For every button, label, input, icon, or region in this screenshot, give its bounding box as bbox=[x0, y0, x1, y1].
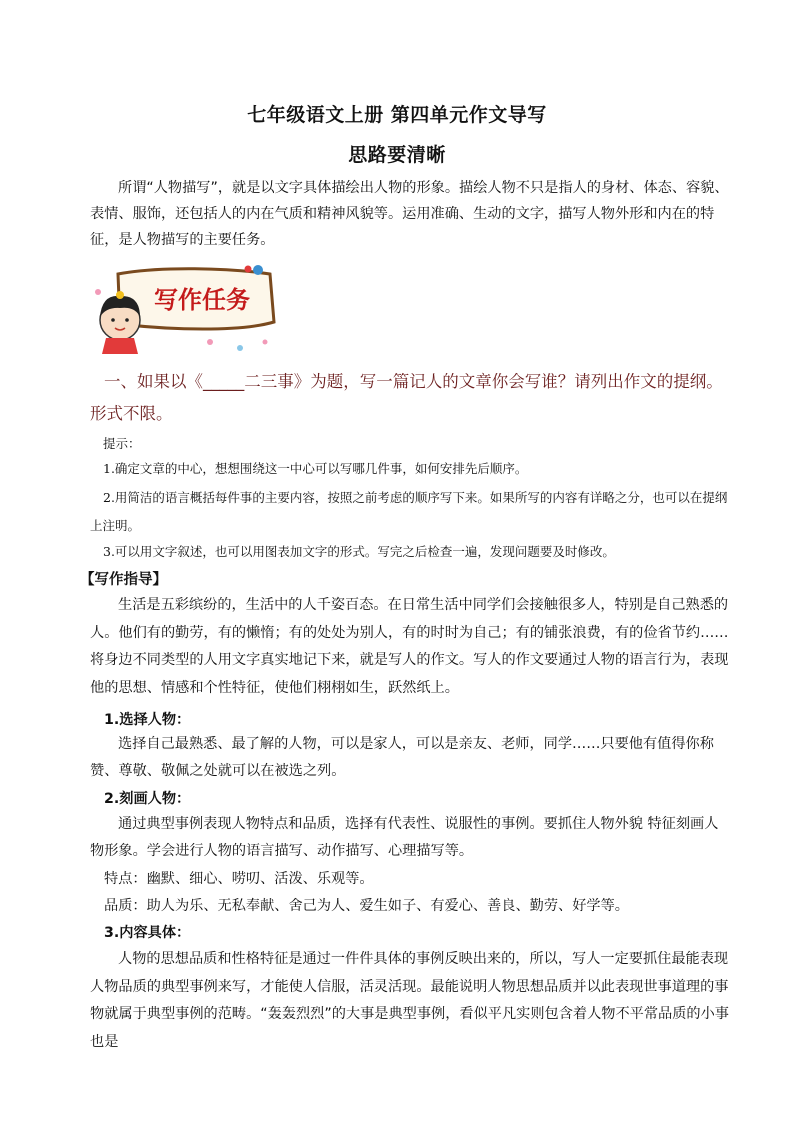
traits-line: 特点：幽默、细心、唠叨、活泼、乐观等。 bbox=[104, 871, 374, 887]
banner-label: 写作任务 bbox=[154, 286, 250, 314]
section-1-body: 选择自己最熟悉、最了解的人物，可以是家人，可以是亲友、老师，同学……只要他有值得你称赞、尊敬、敬佩之处就可以在被选之列。 bbox=[90, 736, 714, 779]
page-subtitle: 思路要清晰 bbox=[348, 144, 446, 166]
page-title: 七年级语文上册 第四单元作文导写 bbox=[247, 104, 547, 126]
guide-heading: 【写作指导】 bbox=[80, 572, 167, 588]
guide-paragraph: 生活是五彩缤纷的，生活中的人千姿百态。在日常生活中同学们会接触很多人，特别是自己熟悉的人。他们有的勤劳，有的懒惰；有的处处为别人，有的时时为自己；有的铺张浪费，有的俭省节约……将身边不同类型的人用文字真实地记下来，就是写人的作文。写人的作文要通过人物的语言行为，表现他的思想、情感和个性特征，使他们栩栩如生，跃然纸上。 bbox=[90, 597, 729, 696]
hint-item-2: 2.用简洁的语言概括每件事的主要内容，按照之前考虑的顺序写下来。如果所写的内容有详略之分，也可以在提纲上注明。 bbox=[90, 490, 728, 533]
task-prompt: 一、如果以《_____二三事》为题，写一篇记人的文章你会写谁？请列出作文的提纲。形式不限。 bbox=[90, 372, 723, 423]
girl-dress bbox=[102, 338, 138, 354]
section-2-body: 通过典型事例表现人物特点和品质，选择有代表性、说服性的事例。要抓住人物外貌 特征刻画人物形象。学会进行人物的语言描写、动作描写、心理描写等。 bbox=[90, 816, 719, 859]
intro-paragraph: 所谓“人物描写”，就是以文字具体描绘出人物的形象。描绘人物不只是指人的身材、体态、容貌、表情、服饰，还包括人的内在气质和精神风貌等。运用准确、生动的文字，描写人物外形和内在的特征，是人物描写的主要任务。 bbox=[90, 180, 729, 248]
hint-item-1: 1.确定文章的中心，想想围绕这一中心可以写哪几件事，如何安排先后顺序。 bbox=[103, 461, 528, 476]
section-2-heading: 2.刻画人物： bbox=[104, 791, 191, 807]
qualities-line: 品质：助人为乐、无私奉献、舍己为人、爱生如子、有爱心、善良、勤劳、好学等。 bbox=[104, 898, 629, 914]
hint-item-3: 3.可以用文字叙述，也可以用图表加文字的形式。写完之后检查一遍，发现问题要及时修改。 bbox=[103, 544, 615, 559]
section-3-heading: 3.内容具体： bbox=[104, 925, 191, 941]
bird-icon-red bbox=[245, 266, 252, 273]
bird-icon bbox=[253, 265, 263, 275]
section-3-body: 人物的思想品质和性格特征是通过一件件具体的事例反映出来的，所以，写人一定要抓住最能表现人物品质的典型事例来写，才能使人信服，活灵活现。最能说明人物思想品质并以此表现世事道理的事物就属于典型事例的范畴。“轰轰烈烈”的大事是典型事例，看似平凡实则包含着人物不平常品质的小事也是 bbox=[90, 951, 729, 1050]
section-1-heading: 1.选择人物： bbox=[104, 712, 191, 728]
hint-label: 提示： bbox=[103, 436, 141, 451]
writing-task-banner bbox=[90, 262, 280, 362]
hair-bow bbox=[116, 291, 124, 299]
